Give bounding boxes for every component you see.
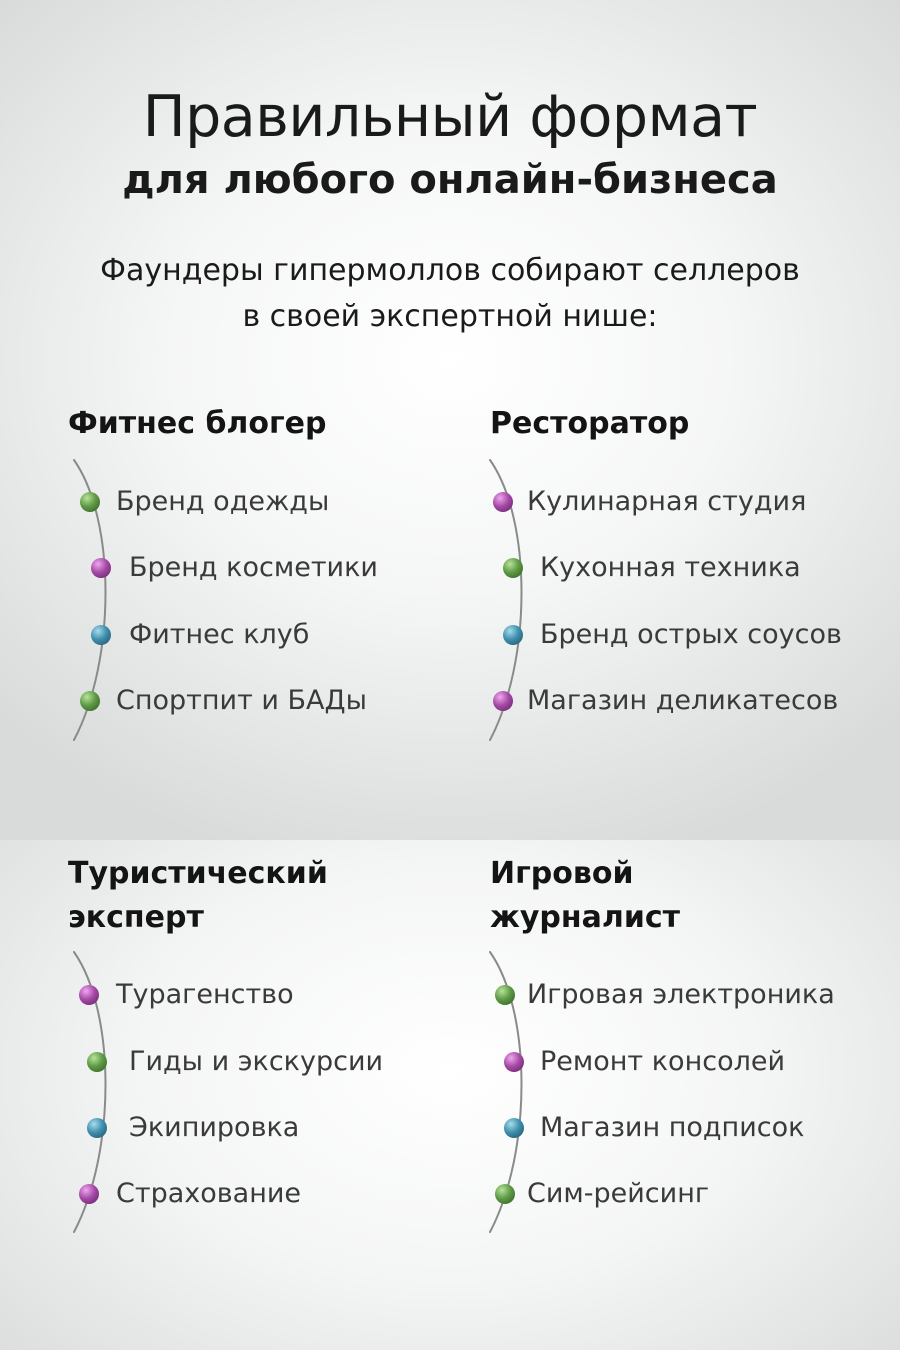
item-label: Ремонт консолей: [540, 1046, 786, 1077]
item-label: Магазин подписок: [540, 1112, 805, 1143]
group-title: [68, 852, 328, 940]
intro-line-1: Фаундеры гипермоллов собирают селлеров: [100, 253, 800, 288]
group-title-line-2: журналист: [490, 900, 681, 935]
item-label: Гиды и экскурсии: [129, 1046, 384, 1077]
item-label: Магазин деликатесов: [527, 685, 839, 716]
group-title-line-1: Туристический: [68, 856, 328, 891]
green-dot-icon: [80, 492, 100, 512]
group-title: Ресторатор: [490, 406, 690, 441]
item-label: Бренд косметики: [129, 552, 378, 583]
item-label: Экипировка: [129, 1112, 300, 1143]
blue-dot-icon: [504, 1118, 524, 1138]
group-fitness-blogger: [68, 402, 448, 752]
group-title: [490, 852, 680, 940]
item-label: Фитнес клуб: [129, 619, 310, 650]
green-dot-icon: [503, 558, 523, 578]
group-restaurateur: [490, 402, 890, 752]
item-label: Бренд острых соусов: [540, 619, 842, 650]
item-label: Турагенство: [116, 979, 294, 1010]
group-title-line-1: Игровой: [490, 856, 634, 891]
group-travel-expert: [68, 852, 448, 1252]
item-label: Кухонная техника: [540, 552, 801, 583]
purple-dot-icon: [79, 1184, 99, 1204]
green-dot-icon: [80, 691, 100, 711]
purple-dot-icon: [493, 691, 513, 711]
purple-dot-icon: [493, 492, 513, 512]
item-label: Игровая электроника: [527, 979, 835, 1010]
group-gaming-journalist: [490, 852, 890, 1252]
intro-text: [0, 248, 900, 340]
page-title: Правильный формат: [142, 84, 758, 150]
green-dot-icon: [495, 985, 515, 1005]
item-label: Кулинарная студия: [527, 486, 807, 517]
purple-dot-icon: [91, 558, 111, 578]
blue-dot-icon: [503, 625, 523, 645]
purple-dot-icon: [79, 985, 99, 1005]
group-title-line-2: эксперт: [68, 900, 204, 935]
blue-dot-icon: [87, 1118, 107, 1138]
item-label: Бренд одежды: [116, 486, 330, 517]
green-dot-icon: [87, 1052, 107, 1072]
item-label: Сим-рейсинг: [527, 1178, 710, 1209]
purple-dot-icon: [504, 1052, 524, 1072]
blue-dot-icon: [91, 625, 111, 645]
item-label: Спортпит и БАДы: [116, 685, 367, 716]
item-label: Страхование: [116, 1178, 302, 1209]
group-title: Фитнес блогер: [68, 406, 327, 441]
page-subtitle: для любого онлайн-бизнеса: [122, 157, 778, 203]
green-dot-icon: [495, 1184, 515, 1204]
intro-line-2: в своей экспертной нише:: [242, 299, 658, 334]
